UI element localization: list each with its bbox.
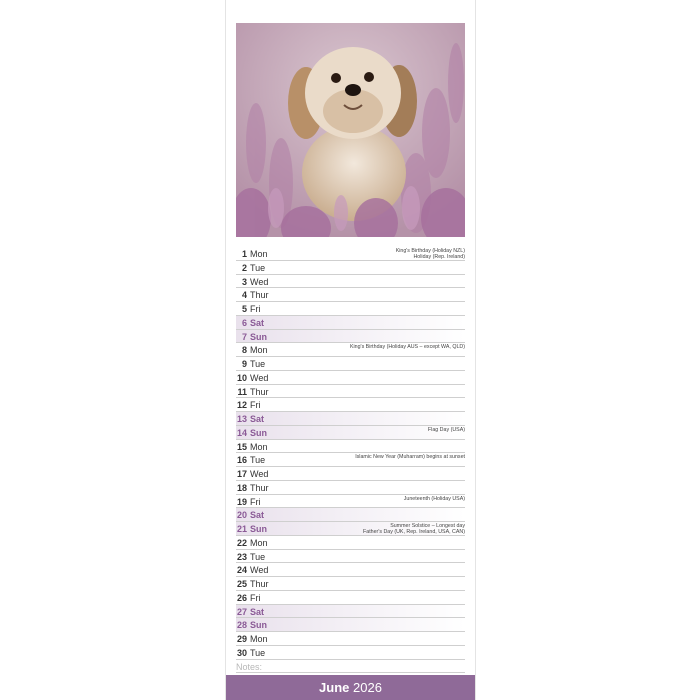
- day-number: 18: [236, 482, 247, 493]
- day-name: Sat: [250, 606, 265, 617]
- day-row: [236, 275, 465, 289]
- event-line: King's Birthday (Holiday NZL): [395, 248, 465, 254]
- day-number: 2: [241, 262, 247, 273]
- day-row: [236, 495, 465, 509]
- day-name: Tue: [250, 359, 266, 369]
- day-name: Fri: [250, 304, 261, 314]
- day-row: [236, 316, 465, 330]
- day-name: Fri: [250, 400, 261, 411]
- day-row: [236, 508, 465, 522]
- day-number: 15: [236, 441, 247, 452]
- year-label: 2026: [353, 680, 382, 695]
- day-name: Tue: [250, 647, 266, 658]
- day-number: 27: [236, 606, 247, 617]
- day-number: 24: [236, 565, 247, 576]
- event-line: Summer Solstice – Longest day: [390, 523, 465, 529]
- day-number: 25: [236, 579, 247, 589]
- day-number: 22: [236, 537, 247, 548]
- day-number: 10: [236, 372, 247, 383]
- notes-row: [236, 660, 465, 674]
- day-event: [404, 496, 465, 502]
- day-number: 3: [241, 276, 247, 287]
- day-name: Wed: [250, 469, 269, 479]
- day-number: 4: [241, 290, 247, 301]
- notes-label: Notes:: [236, 661, 263, 672]
- day-row: [236, 646, 465, 660]
- event-line: Holiday (Rep. Ireland): [413, 254, 465, 261]
- day-row: [236, 618, 465, 632]
- day-row: [236, 398, 465, 412]
- day-number: 28: [236, 620, 247, 631]
- day-number: 8: [241, 345, 247, 356]
- day-row: [236, 522, 465, 536]
- day-row: [236, 605, 465, 619]
- day-row: [236, 288, 465, 302]
- day-event: [428, 427, 465, 433]
- day-number: 14: [236, 427, 247, 438]
- day-row: [236, 440, 465, 454]
- day-row: [236, 261, 465, 275]
- day-name: Sun: [250, 620, 267, 631]
- day-row: [236, 330, 465, 344]
- day-row: [236, 577, 465, 591]
- day-name: Thur: [250, 386, 269, 397]
- day-name: Wed: [250, 276, 269, 287]
- day-number: 30: [236, 647, 247, 658]
- day-number: 7: [241, 331, 247, 342]
- day-number: 9: [241, 359, 247, 369]
- day-number: 16: [236, 455, 247, 466]
- day-event: [350, 344, 465, 350]
- event-line: Juneteenth (Holiday USA): [403, 495, 465, 502]
- day-row: [236, 467, 465, 481]
- day-number: 6: [241, 317, 247, 328]
- day-name: Thur: [250, 579, 269, 589]
- day-row: [236, 591, 465, 605]
- day-name: Mon: [250, 345, 268, 356]
- day-row: [236, 412, 465, 426]
- day-row: [236, 453, 465, 467]
- day-event: [355, 454, 465, 460]
- day-name: Mon: [250, 634, 268, 644]
- day-number: 23: [236, 551, 247, 562]
- day-number: 29: [236, 634, 247, 644]
- day-row: [236, 247, 465, 261]
- day-name: Tue: [250, 262, 266, 273]
- month-label: June: [319, 680, 350, 695]
- calendar-page: [226, 0, 475, 700]
- day-name: Sat: [250, 414, 265, 424]
- day-name: Mon: [250, 249, 268, 259]
- day-name: Mon: [250, 441, 268, 452]
- month-footer: [226, 675, 475, 700]
- day-number: 19: [236, 496, 247, 507]
- day-number: 20: [236, 510, 247, 521]
- day-name: Sun: [250, 331, 267, 342]
- day-row: [236, 550, 465, 564]
- day-name: Tue: [250, 455, 266, 466]
- day-row: [236, 481, 465, 495]
- day-name: Sun: [250, 427, 267, 438]
- day-name: Wed: [250, 372, 269, 383]
- day-name: Thur: [250, 290, 269, 301]
- day-row: [236, 426, 465, 440]
- day-row: [236, 357, 465, 371]
- day-number: 17: [236, 469, 247, 479]
- event-line: King's Birthday (Holiday AUS – except WA, QLD): [349, 344, 465, 351]
- day-number: 5: [241, 304, 247, 314]
- day-row: [236, 632, 465, 646]
- day-row: [236, 385, 465, 399]
- day-row: [236, 563, 465, 577]
- day-number: 13: [236, 414, 247, 424]
- day-name: Thur: [250, 482, 269, 493]
- day-event: [396, 248, 465, 261]
- day-event: [363, 523, 465, 536]
- day-number: 21: [236, 524, 247, 534]
- day-list: [236, 247, 465, 673]
- day-number: 26: [236, 592, 247, 603]
- day-row: [236, 371, 465, 385]
- day-name: Wed: [250, 565, 269, 576]
- day-name: Tue: [250, 551, 266, 562]
- day-number: 11: [237, 386, 247, 397]
- day-name: Fri: [250, 592, 261, 603]
- day-name: Sat: [250, 510, 265, 521]
- day-number: 1: [241, 249, 247, 259]
- day-row: [236, 536, 465, 550]
- day-name: Sun: [250, 524, 267, 534]
- day-row: [236, 302, 465, 316]
- day-name: Fri: [250, 496, 261, 507]
- event-line: Father's Day (UK, Rep. Ireland, USA, CAN): [363, 529, 465, 536]
- day-name: Mon: [250, 537, 268, 548]
- day-number: 12: [236, 400, 247, 411]
- day-name: Sat: [250, 317, 265, 328]
- dog-photo: [236, 23, 465, 237]
- day-row: [236, 343, 465, 357]
- dog-illustration: [236, 23, 465, 237]
- event-line: Islamic New Year (Muharram) begins at sunset: [355, 454, 465, 461]
- event-line: Flag Day (USA): [427, 426, 465, 433]
